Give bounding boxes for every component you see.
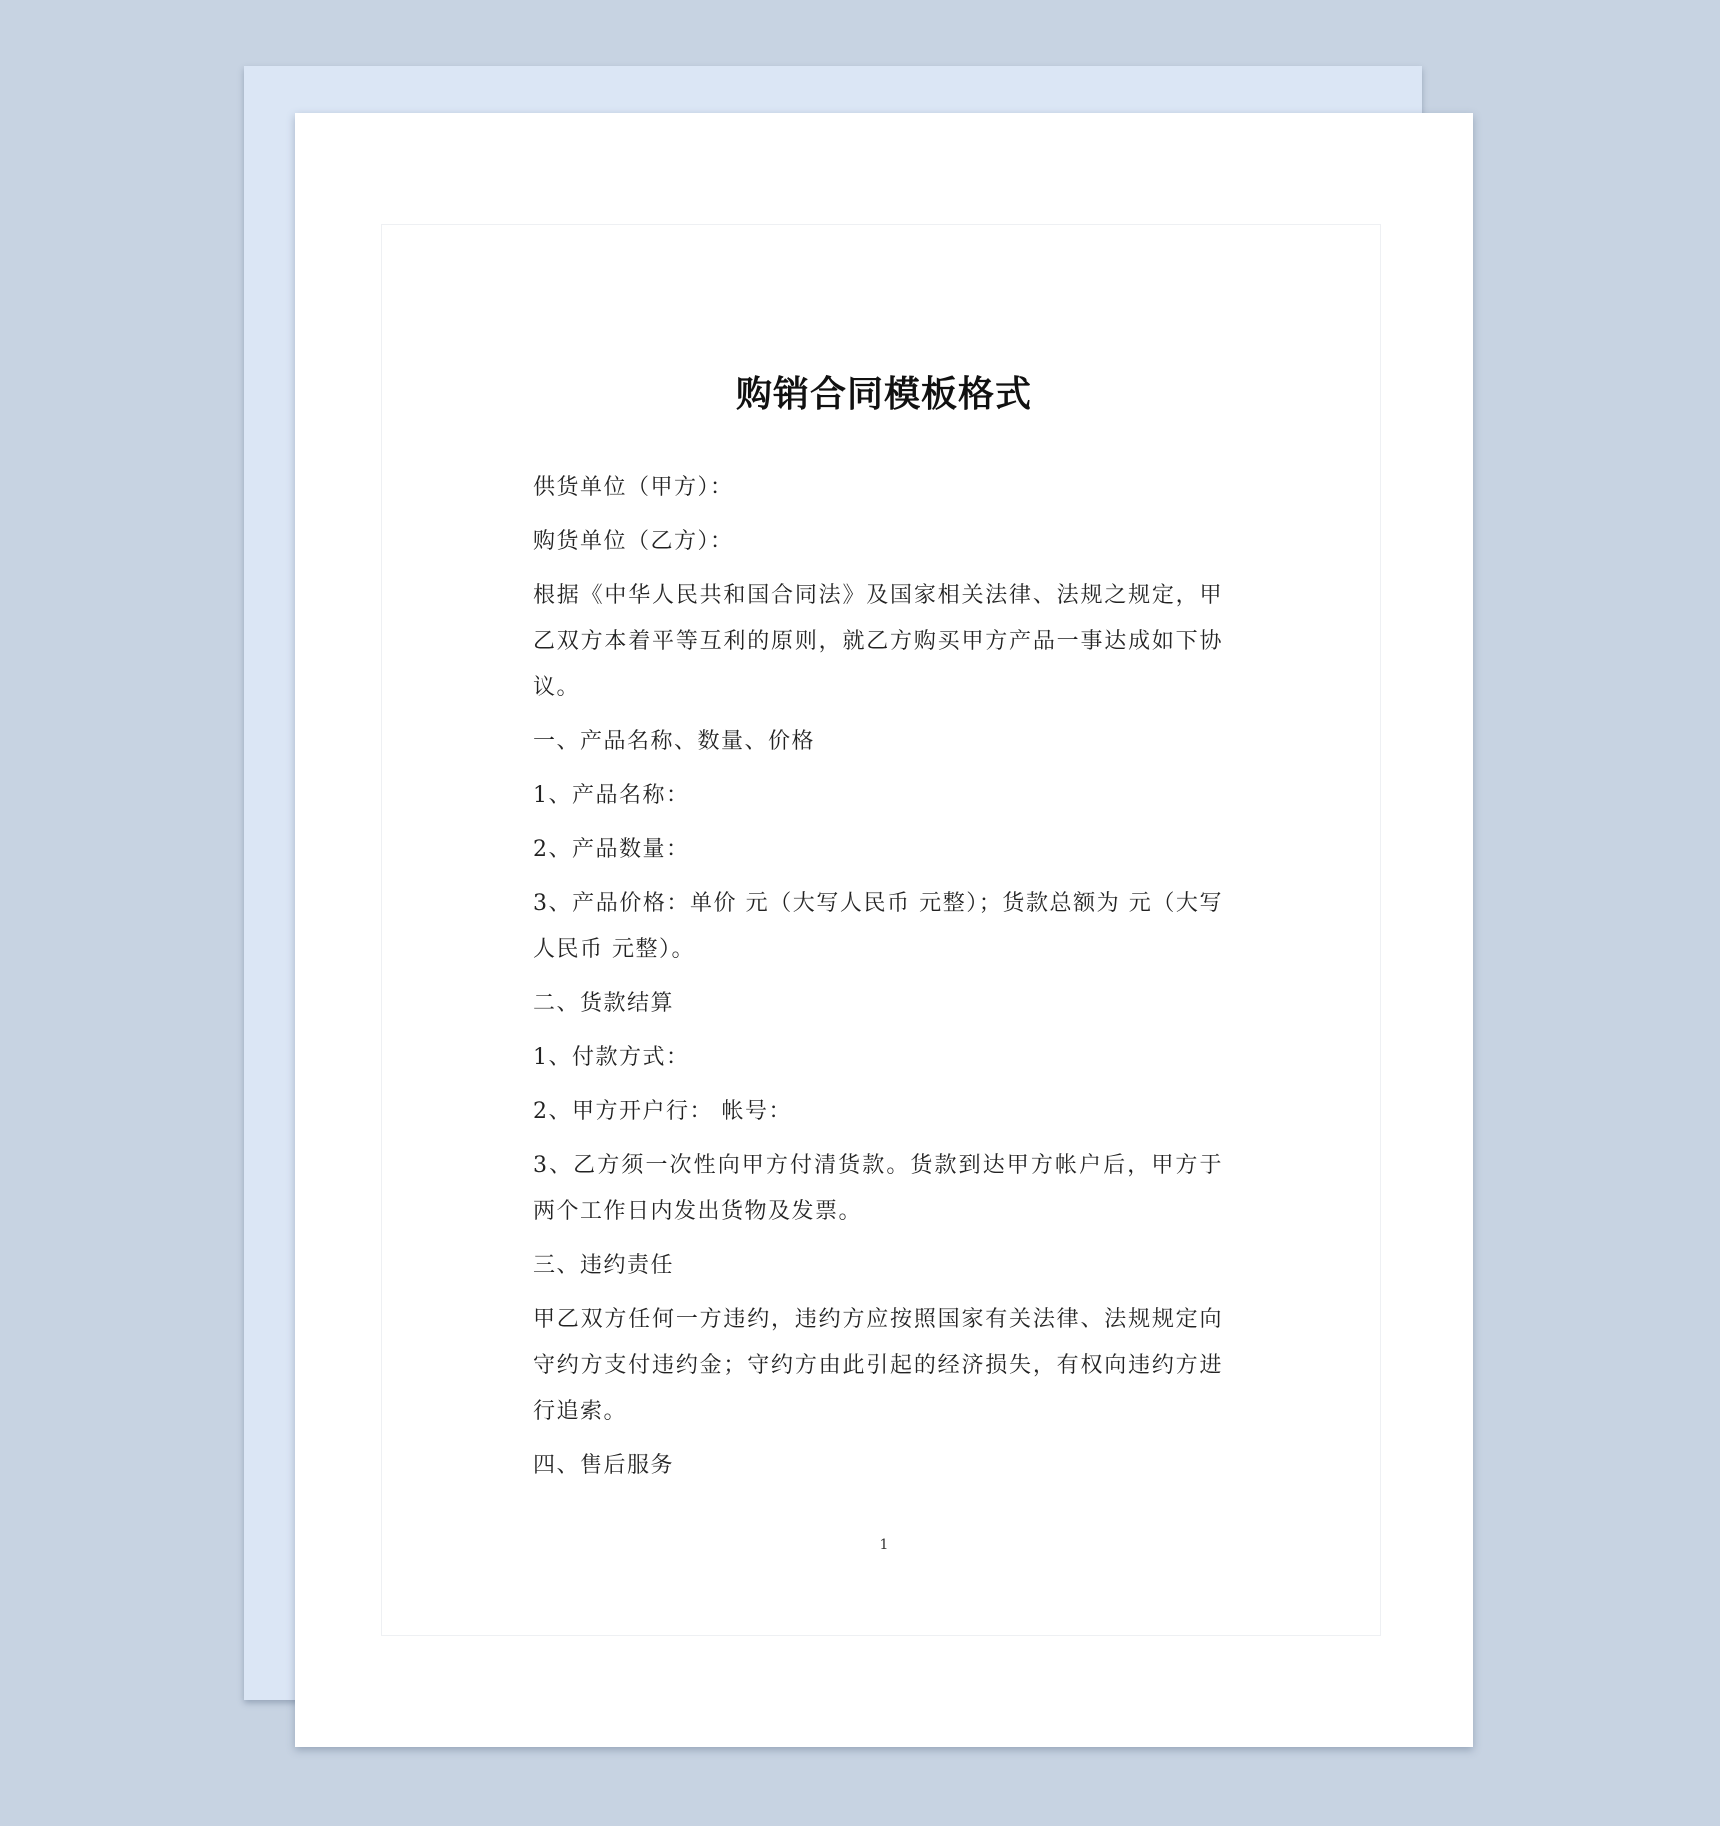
paragraph-preamble: 根据《中华人民共和国合同法》及国家相关法律、法规之规定，甲乙双方本着平等互利的原则，就乙方购买甲方产品一事达成如下协议。 bbox=[533, 583, 1223, 700]
paragraph-product-name: 1、产品名称： bbox=[533, 783, 690, 808]
paragraph-payment-method: 1、付款方式： bbox=[533, 1045, 690, 1070]
paragraph-liability: 甲乙双方任何一方违约，违约方应按照国家有关法律、法规规定向守约方支付违约金；守约方由此引起的经济损失，有权向违约方进行追索。 bbox=[533, 1307, 1223, 1424]
page-number: 1 bbox=[879, 1537, 889, 1553]
section-heading-after-sales: 四、售后服务 bbox=[533, 1453, 675, 1478]
section-heading-liability: 三、违约责任 bbox=[533, 1253, 675, 1278]
paragraph-payment-terms: 3、乙方须一次性向甲方付清货款。货款到达甲方帐户后，甲方于两个工作日内发出货物及发票。 bbox=[533, 1153, 1223, 1224]
document-title: 购销合同模板格式 bbox=[735, 374, 1032, 415]
paragraph-buyer: 购货单位（乙方）： bbox=[533, 529, 734, 554]
document-page bbox=[295, 113, 1473, 1747]
paragraph-product-quantity: 2、产品数量： bbox=[533, 837, 690, 862]
paragraph-bank-account: 2、甲方开户行： 帐号： bbox=[533, 1099, 792, 1124]
paragraph-product-price: 3、产品价格：单价 元（大写人民币 元整）；货款总额为 元（大写人民币 元整）。 bbox=[533, 891, 1223, 962]
paragraph-supplier: 供货单位（甲方）： bbox=[533, 475, 734, 500]
section-heading-product: 一、产品名称、数量、价格 bbox=[533, 729, 816, 754]
section-heading-payment: 二、货款结算 bbox=[533, 991, 675, 1016]
document-body bbox=[533, 465, 1223, 1497]
